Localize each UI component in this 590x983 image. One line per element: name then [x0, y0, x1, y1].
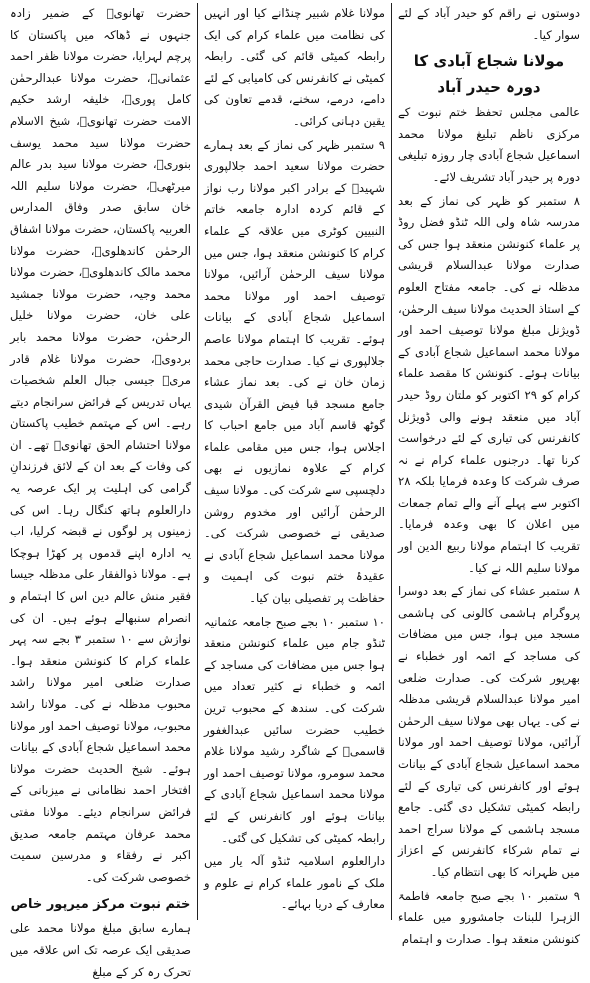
- paragraph: ۸ ستمبر کو ظہر کی نماز کے بعد مدرسہ شاہ ولی اللہ ٹنڈو فضل روڈ پر علماء کنونشن منعقد ہوا جس کی صدارت مولانا عبدالسلام قریشی مدظلہ نے کی۔ جامعہ مفتاح العلوم کے استاذ الحدیث مولانا سیف الرحمٰن، ڈویژنل مبلغ مولانا توصیف احمد اور مولانا محمد اسماعیل شجاع آبادی کے بیانات ہوئے۔ کنونشن کا مقصد علماء کرام کو ۲۹ اکتوبر کو ملتان روڈ حیدر آباد میں منعقد ہونے والی ڈویژنل کانفرنس کی تیاری کے لئے درخواست کرنا تھا۔ درجنوں علماء کرام نے نہ صرف شرکت کا وعدہ فرمایا بلکہ ۲۸ اکتوبر سے پہلے آنے والے تمام جمعات میں اعلان کا بھی وعدہ فرمایا۔ تقریب کا اہتمام مولانا ربیع الدین اور مولانا سلیم اللہ نے کیا۔: [398, 193, 580, 575]
- paragraph: مولانا غلام شبیر چنڈانے کیا اور انہیں کی نظامت میں علماء کرام کی ایک رابطہ کمیٹی قائم کی گئی۔ رابطہ کمیٹی نے کانفرنس کی کامیابی کے لئے دامے، درمے، سخنے، قدمے تعاون کی یقین دہانی کرائی۔: [204, 6, 385, 128]
- intro-line: دوستوں نے راقم کو حیدر آباد کے لئے سوار کیا۔: [398, 6, 580, 42]
- column-right: [392, 3, 586, 946]
- paragraph: ۹ ستمبر ۱۰ بجے صبح جامعہ فاطمۃ الزہرا للبنات جامشورو میں علماء کنونشن منعقد ہوا۔ صدارت و اہتمام: [398, 888, 580, 946]
- paragraph: ۸ ستمبر عشاء کی نماز کے بعد دوسرا پروگرام ہاشمی کالونی کی ہاشمی مسجد میں ہوا، جس میں مضافات کی مساجد کے ائمہ اور خطباء نے بھرپور شرکت کی۔ صدارت ضلعی امیر مولانا عبدالسلام قریشی مدظلہ نے کی۔ یہاں بھی مولانا سیف الرحمٰن آرائیں، مولانا توصیف احمد اور مولانا محمد اسماعیل شجاع آبادی کے بیانات ہوئے اور کانفرنس کی تیاری کے لئے رابطہ کمیٹی تشکیل دی گئی۔ جامع مسجد ہاشمی کے مولانا سراج احمد نے تمام شرکاء کانفرنس کے اعزاز میں ظہرانہ کا بھی انتظام کیا۔: [398, 584, 580, 879]
- paragraph: عالمی مجلس تحفظ ختم نبوت کے مرکزی ناظم تبلیغ مولانا محمد اسماعیل شجاع آبادی چار روزہ تبلیغی دورہ پر حیدر آباد تشریف لائے۔: [398, 105, 580, 184]
- section-heading-mirpurkhas: ختم نبوت مرکز میرپور خاص: [10, 897, 191, 913]
- paragraph: ۹ ستمبر ظہر کی نماز کے بعد ہمارے حضرت مولانا سعید احمد جلالپوری شہیدؒ کے برادر اکبر مولانا رب نواز کے قائم کردہ ادارہ جامعہ خاتم النبیین کوٹری میں علاقہ کے علماء کرام کا کنونشن منعقد ہوا، جس میں مولانا سیف الرحمٰن آرائیں، مولانا توصیف احمد اور مولانا محمد اسماعیل شجاع آبادی کے بیانات ہوئے۔ تقریب کا اہتمام مولانا عاصم جلالپوری نے کیا۔ صدارت حاجی محمد زمان خان نے کی۔ بعد نماز عشاء جامع مسجد قبا فیض القرآن شیدی گوٹھ قاسم آباد میں جامع احباب کا اجلاس ہوا، جس میں مقامی علماء کرام کے علاوہ نمازیوں نے بھی دلچسپی سے شرکت کی۔ مولانا سیف الرحمٰن آرائیں اور مخدوم روشن صدیقی نے خصوصی شرکت کی۔ مولانا محمد اسماعیل شجاع آبادی نے عقیدۂ ختم نبوت کی اہمیت و حفاظت پر تفصیلی بیان کیا۔: [204, 137, 385, 606]
- paragraph: دارالعلوم اسلامیہ ٹنڈو آلہ یار میں ملک کے نامور علماء کرام نے علوم و معارف کے دریا بہائے۔: [204, 854, 385, 912]
- paragraph: ۱۰ ستمبر ۱۰ بجے صبح جامعہ عثمانیہ ٹنڈو جام میں علماء کنونشن منعقد ہوا جس میں مضافات کی مساجد کے ائمہ و خطباء نے کثیر تعداد میں شرکت کی۔ سندھ کے محبوب ترین خطیب حضرت سائیں عبدالغفور قاسمیؒ کے شاگرد رشید مولانا غلام محمد سومرو، مولانا توصیف احمد اور مولانا محمد اسماعیل شجاع آبادی کے بیانات ہوئے اور کانفرنس کے لئے رابطہ کمیٹی کی تشکیل کی گئی۔: [204, 614, 385, 845]
- paragraph: حضرت تھانویؒ کے ضمیر زادہ جنہوں نے ڈھاکہ میں پاکستان کا پرچم لہرایا، حضرت مولانا ظفر احمد عثمانیؒ، حضرت مولانا عبدالرحمٰن کامل پوریؒ، خلیفہ ارشد حکیم الامت حضرت تھانویؒ، شیخ الاسلام حضرت مولانا سید محمد یوسف بنوریؒ، حضرت مولانا سید بدر عالم میرٹھیؒ، حضرت مولانا سلیم اللہ خان سابق صدر وفاق المدارس العربیہ پاکستان، حضرت مولانا اشفاق الرحمٰن کاندھلویؒ، حضرت مولانا محمد مالک کاندھلویؒ، حضرت مولانا محمد وجیہ، حضرت مولانا جمشید علی خان، حضرت مولانا خلیل الرحمٰن، حضرت مولانا محمد بابر بردویؒ، حضرت مولانا غلام قادر مریؒ جیسی جبال العلم شخصیات یہاں تدریس کے فرائض سرانجام دیتے رہے۔ اس کے مہتمم خطیب پاکستان مولانا احتشام الحق تھانویؒ تھے۔ ان کی وفات کے بعد ان کے لائق فرزندانِ گرامی کی اہلیت پر ایک عرصہ یہ دارالعلوم ہاتھ کنگال رہا۔ اس کی زمینوں پر لوگوں نے قبضہ کرلیا، اب یہ ادارہ اپنے قدموں پر کھڑا ہوچکا ہے۔ مولانا ذوالفقار علی مدظلہ جیسا فقیر منش عالم دین اس کا اہتمام و انصرام سنبھالے ہوئے ہیں۔ ان کی نوازش سے ۱۰ ستمبر ۳ بجے سہ پہر علماء کرام کا کنونشن منعقد ہوا۔ صدارت ضلعی امیر مولانا راشد محبوب مدظلہ نے کی۔ مولانا راشد محبوب، مولانا توصیف احمد اور مولانا محمد اسماعیل شجاع آبادی کے بیانات ہوئے۔ شیخ الحدیث حضرت مولانا افتخار احمد نظامانی نے میزبانی کے فرائض سرانجام دیئے۔ مولانا مفتی محمد عرفان مہتمم جامعہ صدیق اکبر نے رفقاء و مدرسین سمیت خصوصی شرکت کی۔: [10, 6, 191, 884]
- section-heading-hyderabad-tour: مولانا شجاع آبادی کا دورہ حیدر آباد: [413, 52, 565, 97]
- column-left: [4, 3, 198, 979]
- column-middle: [198, 3, 392, 920]
- paragraph: ہمارے سابق مبلغ مولانا محمد علی صدیقی ایک عرصہ تک اس علاقہ میں تحرک رہ کر کے مبلغ: [10, 921, 191, 979]
